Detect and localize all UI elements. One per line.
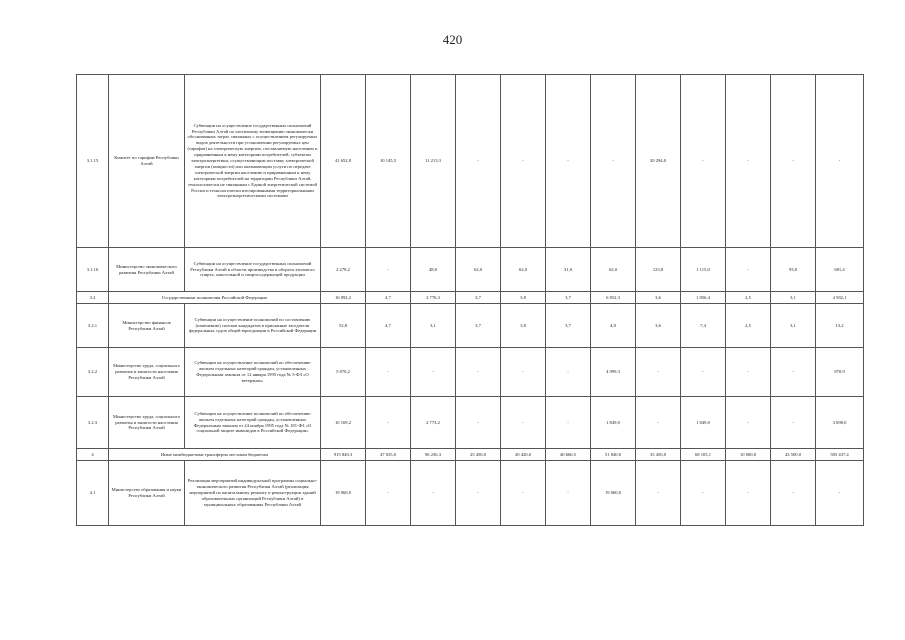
value-cell: 2 278,2 [321,248,366,292]
value-cell: 5 870,2 [321,348,366,397]
value-cell: 62,0 [456,248,501,292]
value-cell: 51 840,0 [591,449,636,461]
value-cell: 4 999,3 [591,348,636,397]
value-cell: - [636,348,681,397]
value-cell: - [411,461,456,526]
value-cell: 10 145,5 [366,75,411,248]
value-cell: 68 105,1 [681,449,726,461]
value-cell: 96 236,3 [411,449,456,461]
value-cell: 915 840,3 [321,449,366,461]
section-title: Государственные полномочия Российской Федерации [109,292,321,304]
value-cell: 3,7 [546,304,591,348]
value-cell: 2 773,2 [411,397,456,449]
value-cell: - [726,75,771,248]
value-cell: 1 849,0 [681,397,726,449]
value-cell: 19 060,0 [321,461,366,526]
value-cell: - [681,75,726,248]
value-cell: 3,7 [546,292,591,304]
page-number: 420 [442,32,463,47]
value-cell: 681,4 [816,248,864,292]
value-cell: - [456,348,501,397]
value-cell: 10 169,2 [321,397,366,449]
value-cell: 52,8 [321,304,366,348]
value-cell: 47 035,0 [366,449,411,461]
value-cell: - [771,461,816,526]
value-cell: 2,5 [726,304,771,348]
value-cell: - [726,461,771,526]
row-organization: Министерство финансов Республики Алтай [109,304,185,348]
row-organization: Министерство экономического развития Республики Алтай [109,248,185,292]
value-cell: - [591,75,636,248]
value-cell: 11 213,3 [411,75,456,248]
value-cell: - [501,397,546,449]
value-cell: 2,5 [726,292,771,304]
table-row [77,449,864,461]
value-cell: - [636,397,681,449]
row-description: Субвенции на осуществление государственных полномочий Республики Алтай в области производства и оборота этилового спирта, алкогольной и спиртосодержащей продукции [185,248,321,292]
row-code: 3.2.3 [77,397,109,449]
value-cell: 4,7 [366,292,411,304]
value-cell: 62,0 [501,248,546,292]
value-cell: 4,7 [366,304,411,348]
value-cell: 3,1 [771,292,816,304]
value-cell: - [546,75,591,248]
budget-table [76,74,864,526]
value-cell: - [771,75,816,248]
row-code: 3.2 [77,292,109,304]
value-cell: 123,8 [636,248,681,292]
section-title: Иные межбюджетные трансферты местным бюджетам [109,449,321,461]
value-cell: 1 115,0 [681,248,726,292]
table-row [77,461,864,526]
value-cell: 1 849,0 [591,397,636,449]
value-cell: 62,0 [591,248,636,292]
value-cell: 870,9 [816,348,864,397]
value-cell: - [501,348,546,397]
row-organization: Министерство труда, социального развития и занятости населения Республики Алтай [109,348,185,397]
row-description: Реализация мероприятий индивидуальной программы социально-экономического развития Республики Алтай (реализация мероприятий по капитальному ремонту и реконструкции зданий образовательных организаций Республики Алтай) в муниципальных образованиях Республики Алтай [185,461,321,526]
value-cell: 20 420,0 [501,449,546,461]
value-cell: 48,0 [411,248,456,292]
row-description: Субвенции на осуществление полномочий по обеспечению жильем отдельных категорий граждан, установленных Федеральным законом от 12 января 1995 года № 5-ФЗ «О ветеранах» [185,348,321,397]
value-cell: - [546,397,591,449]
value-cell: - [726,248,771,292]
value-cell: - [456,397,501,449]
value-cell: 3,8 [501,292,546,304]
value-cell: 31,0 [546,248,591,292]
value-cell: 25 450,0 [456,449,501,461]
value-cell: 19 060,0 [591,461,636,526]
row-code: 3.2.1 [77,304,109,348]
row-description: Субвенции на осуществление государственных полномочий Республики Алтай по частичному возмещению экономически обоснованных затрат, связанных с осуществлением регулируемых видов деятельности при установлении регулируемых цен (тарифов) на электрическую энергию, поставляемую населению и приравненным к нему категориям потребителей, субъектам электроэнергетики, осуществляющим поставку электрической энергии (мощности) или оказывающим услуги по передаче электрической энергии населению и приравненным к нему категориям потребителей на территории Республики Алтай, технологически не связанным с Единой энергетической системой России и технологически изолированными территориальными электроэнергетическими системами [185,75,321,248]
value-cell: 3,7 [456,304,501,348]
value-cell: 35 450,0 [636,449,681,461]
value-cell: 7,4 [681,304,726,348]
value-cell: - [456,461,501,526]
value-cell: 40 666,5 [546,449,591,461]
value-cell: 4,0 [591,304,636,348]
row-code: 3.1.15 [77,75,109,248]
value-cell: 16 092,2 [321,292,366,304]
row-code: 4 [77,449,109,461]
value-cell: 4 582,1 [816,292,864,304]
value-cell: - [546,461,591,526]
value-cell: - [636,461,681,526]
row-description: Субвенции на осуществление полномочий по обеспечению жильем отдельных категорий граждан, установленных Федеральным законом от 24 ноября 1995 года № 181-ФЗ «О социальной защите инвалидов в Российской Федерации» [185,397,321,449]
value-cell: - [771,348,816,397]
value-cell: - [816,461,864,526]
value-cell: - [411,348,456,397]
table-row [77,348,864,397]
row-description: Субвенции на осуществление полномочий по составлению (изменению) списков кандидатов в присяжные заседатели федеральных судов общей юрисдикции в Российской Федерации [185,304,321,348]
value-cell: - [681,348,726,397]
value-cell: - [501,461,546,526]
value-cell: 3,8 [501,304,546,348]
value-cell: 3,1 [411,304,456,348]
value-cell: 3,7 [456,292,501,304]
value-cell: 6 852,3 [591,292,636,304]
value-cell: - [726,397,771,449]
value-cell: - [681,461,726,526]
value-cell: 1 856,4 [681,292,726,304]
table-row [77,248,864,292]
value-cell: - [366,461,411,526]
table-row [77,75,864,248]
table-row [77,292,864,304]
value-cell: 43 500,0 [771,449,816,461]
value-cell: 505 437,4 [816,449,864,461]
value-cell: - [501,75,546,248]
value-cell: 3,1 [771,304,816,348]
value-cell: 20 294,0 [636,75,681,248]
value-cell: - [366,397,411,449]
value-cell: 10 000,0 [726,449,771,461]
value-cell: - [816,75,864,248]
value-cell: 2 776,3 [411,292,456,304]
table-row [77,304,864,348]
row-organization: Министерство образования и науки Республики Алтай [109,461,185,526]
value-cell: 13,2 [816,304,864,348]
row-code: 4.1 [77,461,109,526]
row-code: 3.2.2 [77,348,109,397]
value-cell: - [771,397,816,449]
value-cell: - [546,348,591,397]
row-code: 3.1.16 [77,248,109,292]
value-cell: - [726,348,771,397]
value-cell: 3,6 [636,292,681,304]
value-cell: 3 698,0 [816,397,864,449]
row-organization: Министерство труда, социального развития и занятости населения Республики Алтай [109,397,185,449]
value-cell: - [366,348,411,397]
value-cell: - [366,248,411,292]
row-organization: Комитет по тарифам Республики Алтай [109,75,185,248]
value-cell: 93,0 [771,248,816,292]
value-cell: 41 652,8 [321,75,366,248]
table-row [77,397,864,449]
value-cell: 3,6 [636,304,681,348]
value-cell: - [456,75,501,248]
